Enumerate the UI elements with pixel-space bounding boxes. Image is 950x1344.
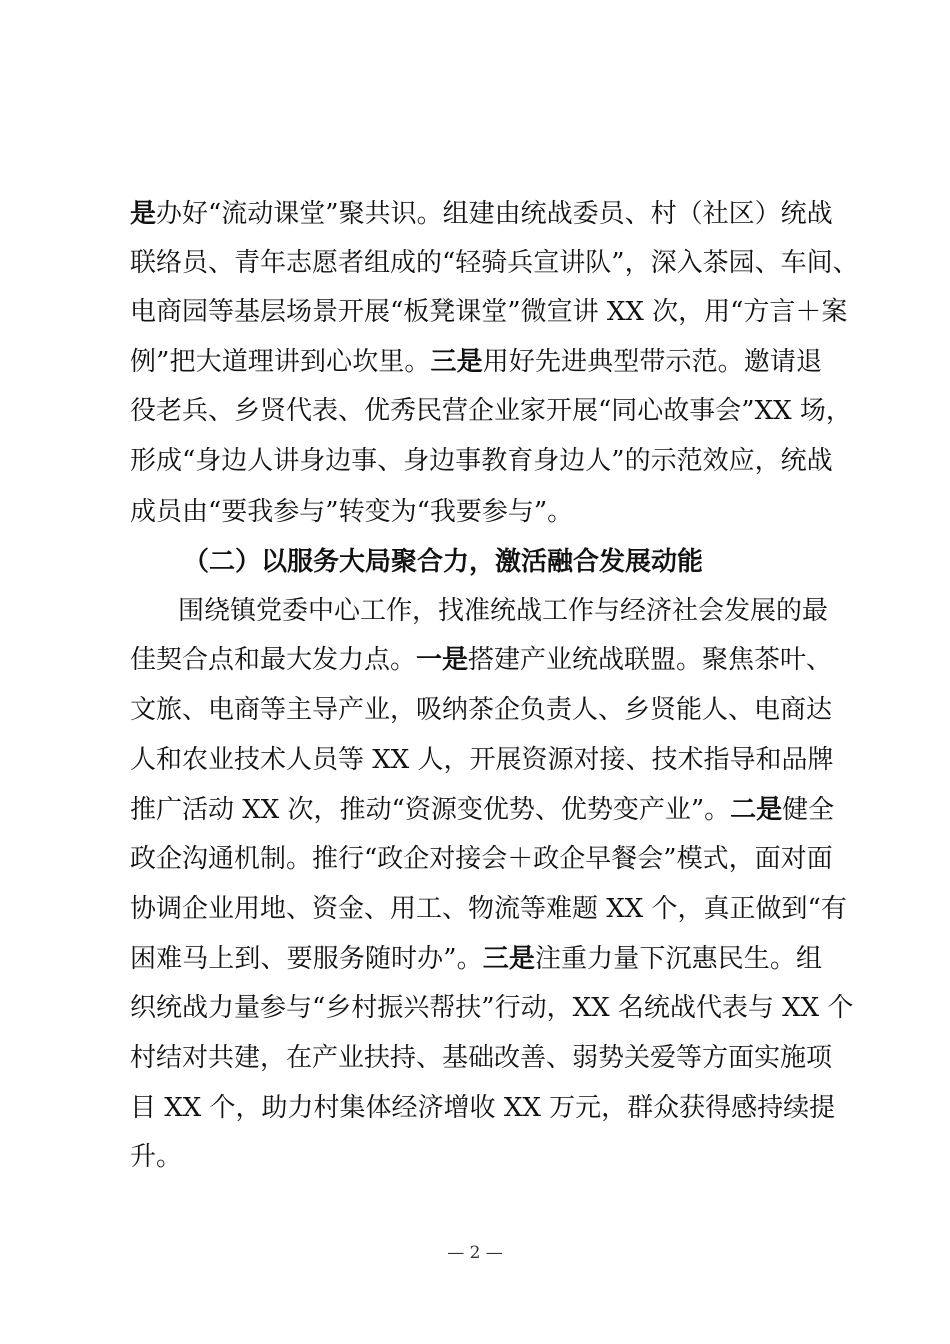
- text-line: [130, 984, 854, 1032]
- text-run: 困难马上到、要服务随时办”。: [130, 944, 483, 974]
- text-line: [178, 587, 828, 635]
- text-line: [130, 636, 833, 684]
- text-line: [130, 338, 822, 386]
- text-line: [130, 835, 833, 883]
- text-run: 推广活动 XX 次，推动“资源变优势、优势变产业”。: [130, 795, 731, 825]
- text-run: 办好“流动课堂”聚共识。组建由统战委员、村（社区）统战: [156, 199, 833, 229]
- lead-phrase: 一是: [416, 645, 469, 675]
- section-heading: （二）以服务大局聚合力，激活融合发展动能: [183, 547, 704, 577]
- text-run: 村结对共建，在产业扶持、基础改善、弱势关爱等方面实施项: [130, 1043, 833, 1073]
- text-run: 注重力量下沉惠民生。组: [534, 944, 822, 974]
- text-run: 佳契合点和最大发力点。: [130, 645, 417, 675]
- text-run: 协调企业用地、资金、用工、物流等难题 XX 个，真正做到“有: [130, 894, 847, 924]
- text-run: 成员由“要我参与”转变为“我要参与”。: [130, 497, 574, 527]
- text-run: 搭建产业统战联盟。聚焦茶叶、: [468, 645, 833, 675]
- text-run: 升。: [130, 1142, 183, 1172]
- text-run: 电商园等基层场景开展“板凳课堂”微宣讲 XX 次，用“方言＋案: [130, 297, 848, 327]
- text-run: 联络员、青年志愿者组成的“轻骑兵宣讲队”，深入茶园、车间、: [130, 248, 859, 278]
- text-run: 形成“身边人讲身边事、身边事教育身边人”的示范效应，统战: [130, 446, 833, 476]
- text-line: [130, 736, 834, 784]
- lead-phrase: 三是: [482, 944, 535, 974]
- text-line: [130, 1133, 182, 1181]
- text-line: [130, 885, 847, 933]
- text-line: [130, 437, 833, 485]
- page-number: — 2 —: [447, 1243, 503, 1263]
- text-line: [130, 686, 833, 734]
- text-run: 健全: [782, 795, 835, 825]
- text-line: [130, 239, 859, 287]
- text-run: 目 XX 个，助力村集体经济增收 XX 万元，群众获得感持续提: [130, 1093, 836, 1123]
- lead-phrase: 三是: [430, 347, 483, 377]
- text-line: [130, 288, 848, 336]
- text-run: 政企沟通机制。推行“政企对接会＋政企早餐会”模式，面对面: [130, 844, 833, 874]
- text-line: [130, 488, 573, 536]
- lead-phrase: 是: [130, 199, 157, 229]
- text-line: [130, 387, 852, 435]
- text-run: 织统战力量参与“乡村振兴帮扶”行动，XX 名统战代表与 XX 个: [130, 993, 854, 1023]
- text-run: 围绕镇党委中心工作，找准统战工作与经济社会发展的最: [178, 596, 829, 626]
- text-run: 用好先进典型带示范。邀请退: [482, 347, 822, 377]
- lead-phrase: 二是: [730, 795, 783, 825]
- text-run: 人和农业技术人员等 XX 人，开展资源对接、技术指导和品牌: [130, 745, 834, 775]
- text-run: 文旅、电商等主导产业，吸纳茶企负责人、乡贤能人、电商达: [130, 695, 833, 725]
- text-run: 役老兵、乡贤代表、优秀民营企业家开展“同心故事会”XX 场，: [130, 396, 852, 426]
- text-line: [130, 1034, 833, 1082]
- text-line: [130, 786, 835, 834]
- text-line: [130, 190, 833, 238]
- text-line: [130, 1084, 836, 1132]
- text-run: 例”把大道理讲到心坎里。: [130, 347, 431, 377]
- text-line: [130, 935, 822, 983]
